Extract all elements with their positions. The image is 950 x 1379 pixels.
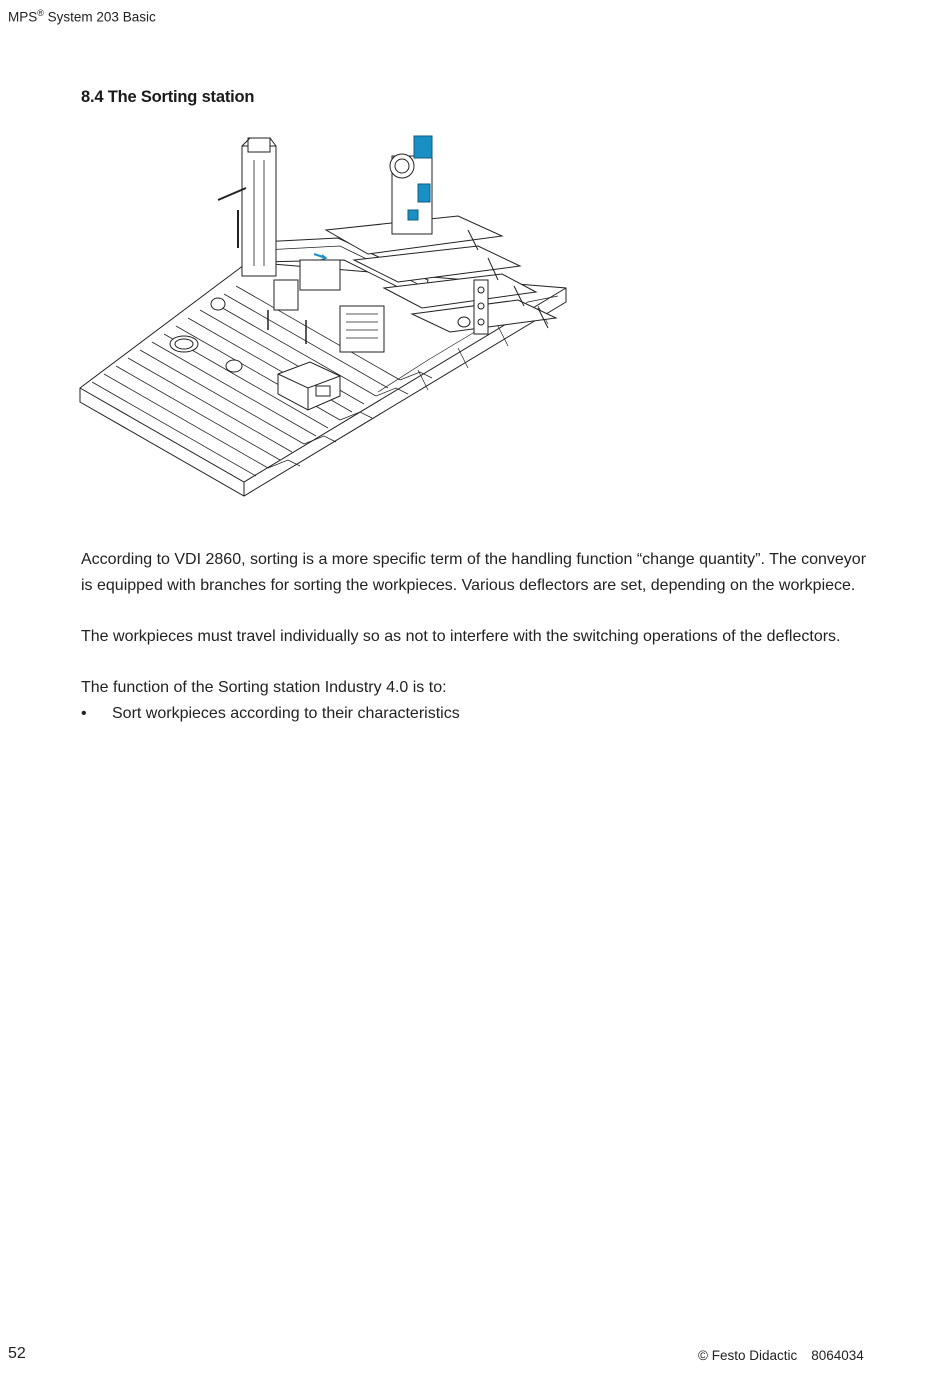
sorting-station-illustration: [78, 130, 570, 500]
paragraph-sorting-definition: According to VDI 2860, sorting is a more specific term of the handling function “change quantity”. The conveyor is equipped with branches for sorting the workpieces. Various deflectors are set, depending on the workpiece.: [81, 551, 867, 594]
body-text: [81, 547, 881, 726]
running-header: [8, 8, 156, 25]
pneumatic-unit: [390, 136, 432, 234]
document-number: 8064034: [811, 1348, 864, 1363]
list-item-text: Sort workpieces according to their characteristics: [112, 704, 460, 722]
copyright: © Festo Didactic: [698, 1348, 798, 1363]
header-rest: System 203 Basic: [43, 9, 156, 25]
footer-imprint: [698, 1348, 864, 1363]
registered-mark: ®: [37, 8, 44, 18]
paragraph-function-intro: The function of the Sorting station Industry 4.0 is to:: [81, 678, 447, 696]
list-item: [81, 701, 881, 727]
header-product: MPS: [8, 9, 38, 25]
section-title: 8.4 The Sorting station: [81, 88, 255, 106]
page-number: 52: [8, 1345, 26, 1362]
bullet-marker: •: [81, 704, 87, 722]
workpiece-ring: [170, 336, 198, 352]
function-list: [81, 701, 881, 727]
paragraph-workpiece-travel: The workpieces must travel individually so as not to interfere with the switching operations of the deflectors.: [81, 627, 841, 645]
